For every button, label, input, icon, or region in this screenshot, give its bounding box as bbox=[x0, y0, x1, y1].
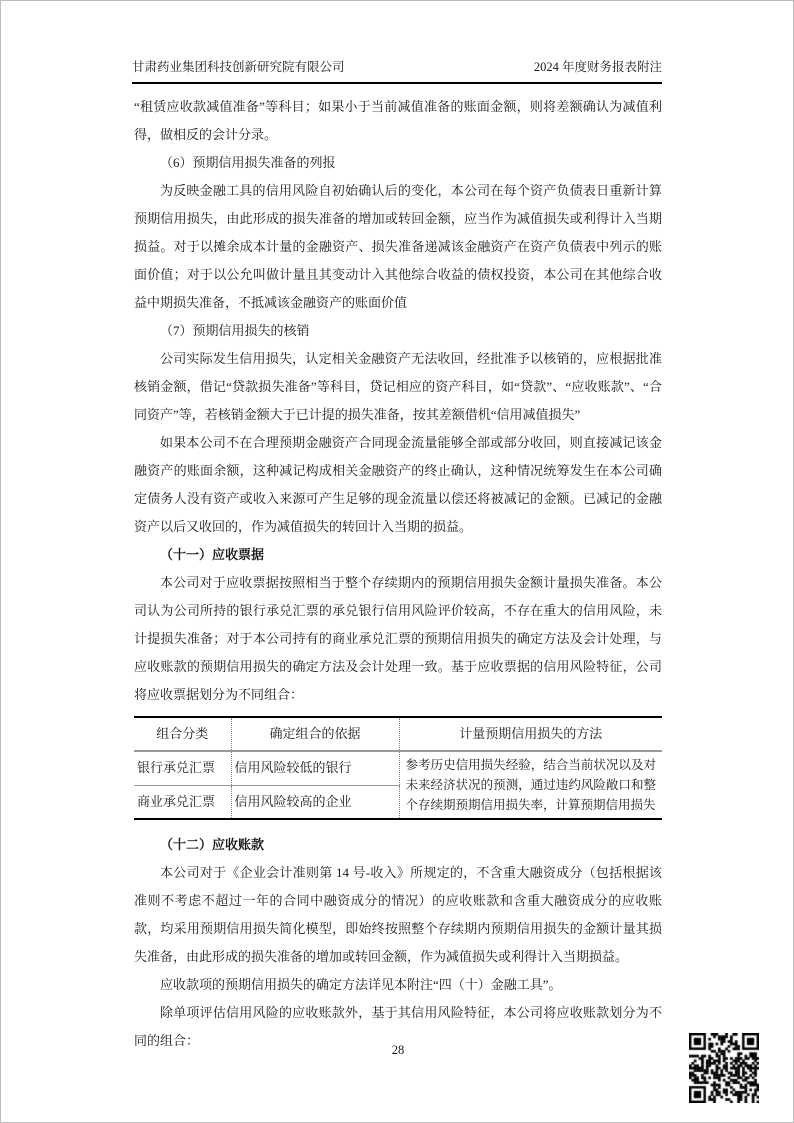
paragraph: 应收款项的预期信用损失的确定方法详见本附注“四（十）金融工具”。 bbox=[160, 977, 562, 992]
page-number: 28 bbox=[391, 1043, 405, 1057]
table-header-cell: 组合分类 bbox=[134, 717, 231, 751]
paragraph: 为反映金融工具的信用风险自初始确认后的变化，本公司在每个资产负债表日重新计算预期信用损失，由此形成的损失准备的增加或转回金额，应当作为减值损失或利得计入当期损益。对于以摊余成本计量的金融资产、损失准备递减该金融资产在资产负债表中列示的账面价值；对于以公允叫做计量且其变动计入其他综合收益的债权投资，本公司在其他综合收益中期损失准备，不抵减该金融资产的账面价值 bbox=[134, 183, 662, 310]
paragraph: 公司实际发生信用损失，认定相关金融资产无法收回，经批准予以核销的，应根据批准核销金额，借记“贷款损失准备”等科目，贷记相应的资产科目，如“贷款”、“应收账款”、“合同资产”等，若核销金额大于已计提的损失准备，按其差额借机“信用减值损失” bbox=[134, 351, 662, 422]
table-cell: 信用风险较低的银行 bbox=[231, 751, 399, 785]
company-name: 甘肃药业集团科技创新研究院有限公司 bbox=[132, 60, 345, 74]
qr-code-icon bbox=[689, 1033, 759, 1103]
table-cell: 银行承兑汇票 bbox=[134, 751, 231, 785]
paragraph: （6）预期信用损失准备的列报 bbox=[160, 155, 336, 170]
table-header-cell: 计量预期信用损失的方法 bbox=[399, 717, 662, 751]
paragraph: 本公司对于应收票据按照相当于整个存续期内的预期信用损失金额计量损失准备。本公司认为公司所持的银行承兑汇票的承兑银行信用风险评价较高，不存在重大的信用风险，未计提损失准备；对于本公司持有的商业承兑汇票的预期信用损失的确定方法及会计处理，与应收账款的预期信用损失的确定方法及会计处理一致。基于应收票据的信用风险特征，公司将应收票据划分为不同组合： bbox=[134, 575, 662, 702]
paragraph: 本公司对于《企业会计准则第 14 号-收入》所规定的，不含重大融资成分（包括根据该准则不考虑不超过一年的合同中融资成分的情况）的应收账款和含重大融资成分的应收账款，均采用预期信用损失简化模型，即始终按照整个存续期内预期信用损失的金额计量其损失准备，由此形成的损失准备的增加或转回金额，作为减值损失或利得计入当期损益。 bbox=[134, 865, 662, 964]
document-body bbox=[134, 93, 662, 1055]
paragraph: “租赁应收款减值准备”等科目；如果小于当前减值准备的账面金额，则将差额确认为减值利得，做相反的会计分录。 bbox=[134, 99, 662, 142]
table-header-cell: 确定组合的依据 bbox=[231, 717, 399, 751]
paragraph: （7）预期信用损失的核销 bbox=[160, 323, 310, 338]
page-header bbox=[132, 57, 662, 84]
paragraph: 除单项评估信用风险的应收账款外，基于其信用风险特征，本公司将应收账款划分为不同的组合： bbox=[134, 1005, 662, 1048]
doc-title: 2024 年度财务报表附注 bbox=[533, 60, 662, 74]
table-cell: 商业承兑汇票 bbox=[137, 793, 216, 809]
table-cell: 信用风险较高的企业 bbox=[231, 785, 399, 819]
section-heading: （十一）应收票据 bbox=[160, 547, 265, 562]
table-cell-method: 参考历史信用损失经验，结合当前状况以及对未来经济状况的预测，通过违约风险敞口和整个存续期预期信用损失率，计算预期信用损失 bbox=[399, 751, 662, 819]
paragraph: 如果本公司不在合理预期金融资产合同现金流量能够全部或部分收回，则直接减记该金融资产的账面余额，这种减记构成相关金融资产的终止确认，这种情况统筹发生在本公司确定债务人没有资产或收入来源可产生足够的现金流量以偿还将被减记的金额。已减记的金融资产以后又收回的，作为减值损失的转回计入当期的损益。 bbox=[134, 435, 662, 534]
portfolio-table bbox=[134, 716, 662, 820]
section-heading: （十二）应收账款 bbox=[160, 837, 265, 852]
